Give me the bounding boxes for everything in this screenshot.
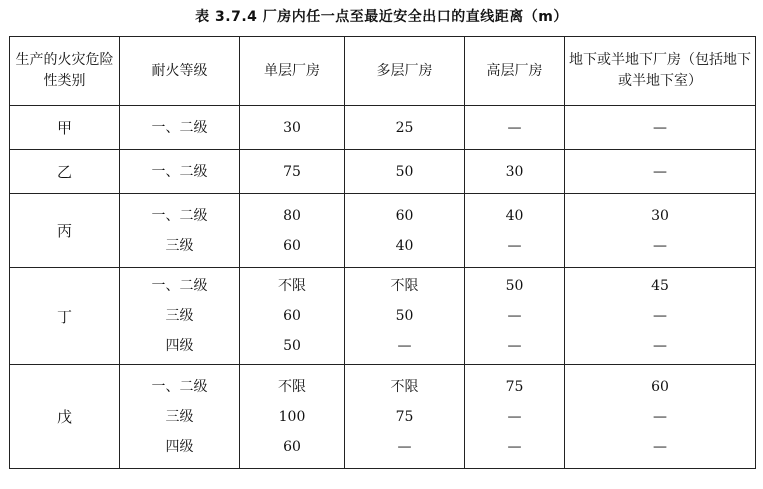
cell-single-storey — [240, 268, 345, 365]
cell-value: 80 — [283, 207, 301, 224]
cell-fire-grade — [120, 106, 240, 150]
cell-category: 甲 — [10, 106, 120, 150]
cell-value: 60 — [395, 207, 414, 224]
cell-underground — [565, 365, 756, 469]
cell-high-rise — [465, 365, 565, 469]
cell-value: — — [507, 308, 522, 324]
cell-category: 丁 — [10, 268, 120, 365]
cell-multi-storey — [345, 106, 465, 150]
cell-single-storey — [240, 150, 345, 194]
header-high-rise: 高层厂房 — [465, 37, 565, 106]
cell-underground — [565, 106, 756, 150]
cell-fire-grade — [120, 150, 240, 194]
cell-value: — — [397, 338, 412, 354]
cell-value: — — [653, 237, 667, 254]
cell-multi-storey — [345, 268, 465, 365]
cell-underground — [565, 194, 756, 268]
cell-value: 30 — [283, 119, 301, 136]
cell-value: 30 — [651, 207, 669, 224]
cell-value: — — [507, 119, 522, 136]
cell-single-storey — [240, 106, 345, 150]
cell-value: — — [653, 408, 667, 425]
cell-value: — — [507, 408, 522, 425]
cell-value: 四级 — [165, 438, 194, 455]
table-row — [10, 194, 756, 268]
cell-value: 三级 — [165, 308, 194, 324]
cell-value: 一、二级 — [151, 119, 208, 136]
cell-value: 40 — [505, 207, 524, 224]
header-underground: 地下或半地下厂房（包括地下或半地下室） — [565, 37, 756, 106]
header-single-storey: 单层厂房 — [240, 37, 345, 106]
cell-underground — [565, 150, 756, 194]
cell-multi-storey — [345, 194, 465, 268]
cell-high-rise — [465, 194, 565, 268]
cell-value: — — [507, 338, 522, 354]
cell-single-storey — [240, 365, 345, 469]
cell-value: 一、二级 — [151, 163, 208, 180]
cell-value: — — [653, 308, 667, 324]
cell-fire-grade — [120, 194, 240, 268]
cell-value: 三级 — [165, 408, 194, 425]
cell-value: 一、二级 — [151, 278, 208, 294]
cell-value: 50 — [505, 278, 524, 294]
cell-value: 60 — [283, 237, 301, 254]
cell-high-rise — [465, 150, 565, 194]
distance-table — [9, 36, 756, 469]
cell-value: 30 — [505, 163, 524, 180]
cell-value: 60 — [651, 378, 669, 395]
cell-high-rise — [465, 106, 565, 150]
cell-value: 50 — [395, 163, 414, 180]
cell-value: 一、二级 — [151, 207, 208, 224]
cell-value: 60 — [283, 438, 301, 455]
cell-value: 25 — [395, 119, 414, 136]
cell-value: 不限 — [278, 378, 306, 395]
cell-multi-storey — [345, 150, 465, 194]
cell-value: 75 — [395, 408, 414, 425]
cell-value: — — [507, 438, 522, 455]
cell-value: 100 — [278, 408, 306, 425]
cell-value: 50 — [283, 338, 301, 354]
cell-value: 一、二级 — [151, 378, 208, 395]
table-row — [10, 150, 756, 194]
cell-value: 45 — [651, 278, 669, 294]
cell-value: 不限 — [390, 378, 419, 395]
cell-value: 75 — [505, 378, 524, 395]
cell-category: 戊 — [10, 365, 120, 469]
cell-multi-storey — [345, 365, 465, 469]
table-row — [10, 106, 756, 150]
header-row — [10, 37, 756, 106]
header-multi-storey: 多层厂房 — [345, 37, 465, 106]
cell-value: — — [653, 119, 667, 136]
cell-value: 三级 — [165, 237, 194, 254]
header-category: 生产的火灾危险性类别 — [10, 37, 120, 106]
cell-value: 不限 — [278, 278, 306, 294]
cell-value: 60 — [283, 308, 301, 324]
cell-high-rise — [465, 268, 565, 365]
table-row — [10, 365, 756, 469]
cell-value: 75 — [283, 163, 301, 180]
cell-value: — — [507, 237, 522, 254]
cell-category: 丙 — [10, 194, 120, 268]
cell-single-storey — [240, 194, 345, 268]
cell-value: — — [653, 438, 667, 455]
cell-value: — — [397, 438, 412, 455]
header-fire-grade: 耐火等级 — [120, 37, 240, 106]
table-body — [10, 106, 756, 469]
cell-value: 40 — [395, 237, 414, 254]
cell-value: — — [653, 338, 667, 354]
cell-underground — [565, 268, 756, 365]
cell-fire-grade — [120, 365, 240, 469]
cell-category: 乙 — [10, 150, 120, 194]
cell-fire-grade — [120, 268, 240, 365]
cell-value: — — [653, 163, 667, 180]
table-row — [10, 268, 756, 365]
table-title: 表 3.7.4 厂房内任一点至最近安全出口的直线距离（m） — [195, 9, 568, 25]
cell-value: 不限 — [390, 278, 419, 294]
cell-value: 四级 — [165, 338, 194, 354]
cell-value: 50 — [395, 308, 414, 324]
